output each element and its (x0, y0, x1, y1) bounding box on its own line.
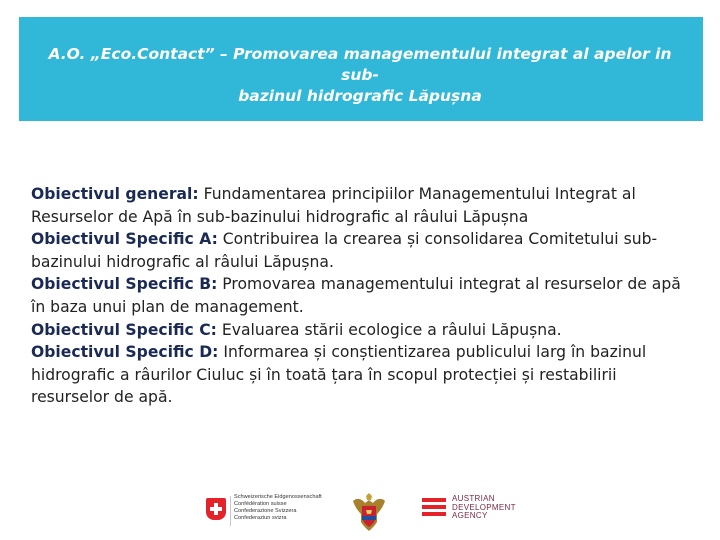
objective-label: Obiectivul Specific C: (31, 320, 217, 339)
objectives-list (31, 183, 691, 409)
objective-specific-d (31, 341, 691, 409)
swiss-confederation-logo (206, 494, 326, 528)
flag-stripe (422, 512, 446, 516)
objective-label: Obiectivul Specific D: (31, 343, 219, 362)
swiss-line-4: Confederaziun svizra (234, 515, 287, 521)
flag-stripe (422, 505, 446, 509)
flag-stripe (422, 498, 446, 502)
objective-text: Informarea și conștientizarea publicului larg în bazinul hidrografic a râurilor Ciuluc și în toată țara în scopul protecției și restabilirii resurselor de apă. (31, 343, 647, 407)
slide-title-line-2: bazinul hidrografic Lăpușna (238, 87, 482, 105)
objective-text: Promovarea managementului integrat al resurselor de apă în baza unui plan de management. (31, 275, 681, 316)
objective-specific-c (31, 319, 691, 342)
ada-line-2: DEVELOPMENT (452, 502, 516, 512)
austrian-development-agency-logo (422, 494, 532, 528)
objective-text: Contribuirea la crearea și consolidarea Comitetului sub-bazinului hidrografic al râului Lăpușna. (31, 230, 658, 271)
slide-title-line-1: A.O. „Eco.Contact” – Promovarea managementului integrat al apelor in sub- (48, 45, 672, 84)
swiss-line-3: Confederazione Svizzera (234, 508, 297, 514)
ada-logo-text (452, 495, 516, 521)
slide-title (30, 44, 690, 107)
partner-logos (0, 486, 720, 536)
objective-general (31, 183, 691, 228)
swiss-cross-icon (206, 498, 226, 520)
ada-line-3: AGENCY (452, 511, 488, 521)
logo-divider (230, 496, 231, 526)
moldova-coat-of-arms-icon (350, 492, 388, 532)
objective-specific-a (31, 228, 691, 273)
ada-line-1: AUSTRIAN (452, 494, 495, 503)
swiss-line-2: Confédération suisse (234, 501, 287, 507)
swiss-logo-text (234, 494, 326, 522)
objective-label: Obiectivul general: (31, 185, 199, 203)
objective-label: Obiectivul Specific B: (31, 275, 218, 294)
swiss-line-1: Schweizerische Eidgenossenschaft (234, 494, 322, 500)
objective-text: Evaluarea stării ecologice a râului Lăpușna. (216, 320, 562, 339)
objective-label: Obiectivul Specific A: (31, 230, 218, 249)
austria-flag-icon (422, 498, 446, 516)
objective-text: Fundamentarea principiilor Managementului Integrat al Resurselor de Apă în sub-bazinului hidrografic al râului Lăpușna (31, 185, 636, 226)
objective-specific-b (31, 273, 691, 318)
